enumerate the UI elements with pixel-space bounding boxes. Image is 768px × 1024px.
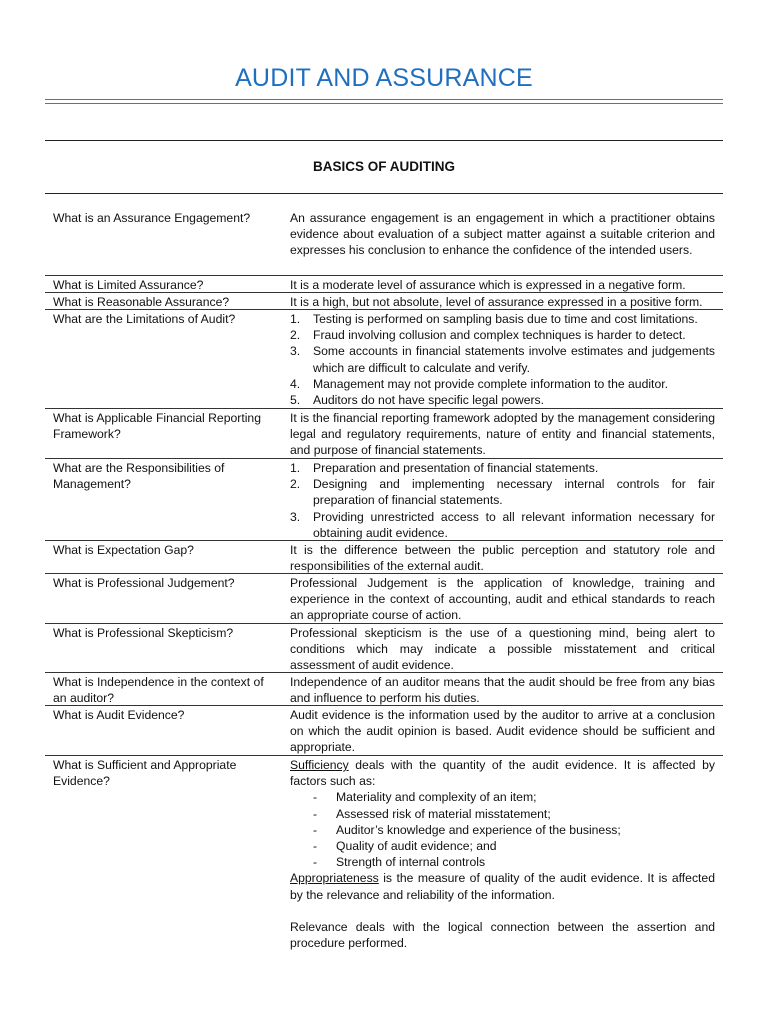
list-item: 1. Testing is performed on sampling basis due to time and cost limitations. xyxy=(290,312,698,326)
question: What is Expectation Gap? xyxy=(53,543,194,557)
page-title: AUDIT AND ASSURANCE xyxy=(235,64,533,92)
qa-row-audit-evidence xyxy=(45,705,723,756)
qa-row-responsibilities-of-management xyxy=(45,458,723,541)
qa-row-assurance-engagement xyxy=(45,209,723,275)
question: What are the Limitations of Audit? xyxy=(53,312,236,326)
qa-row-financial-reporting-framework xyxy=(45,408,723,459)
relevance-paragraph: Relevance deals with the logical connection between the assertion and procedure performed. xyxy=(290,919,715,951)
list-item: 2. Designing and implementing necessary internal controls for fair preparation of financial statements. xyxy=(290,477,715,508)
question: What is Independence in the context of an auditor? xyxy=(53,675,264,706)
question: What is Limited Assurance? xyxy=(53,278,204,292)
answer xyxy=(290,757,715,951)
answer: An assurance engagement is an engagement in which a practitioner obtains evidence about evaluation of a subject matter against a suitable criterion and expresses his conclusion to enhance the confidence of the intended users. xyxy=(290,211,715,258)
question: What is Professional Skepticism? xyxy=(53,626,234,640)
list-item: - Assessed risk of material misstatement; xyxy=(313,806,551,821)
appropriateness-term: Appropriateness xyxy=(290,871,379,886)
title-underline xyxy=(45,99,723,100)
sufficiency-paragraph: Sufficiency deals with the quantity of the audit evidence. It is affected by factors such as: xyxy=(290,758,715,789)
appropriateness-paragraph: Appropriateness is the measure of quality of the audit evidence. It is affected by the relevance and reliability of the information. xyxy=(290,871,715,902)
answer: It is the financial reporting framework adopted by the management considering legal and regulatory requirements, nature of entity and financial statements, and purpose of financial statements. xyxy=(290,411,715,458)
question: What is an Assurance Engagement? xyxy=(53,211,251,225)
question: What are the Responsibilities of Management? xyxy=(53,461,225,492)
title-underline-double xyxy=(45,103,723,104)
question: What is Sufficient and Appropriate Evidence? xyxy=(53,758,237,789)
section-bottom-rule xyxy=(45,193,723,194)
list-item: - Auditor’s knowledge and experience of the business; xyxy=(313,822,621,837)
answer-list xyxy=(290,311,715,408)
qa-row-professional-skepticism xyxy=(45,623,723,673)
sufficiency-term: Sufficiency xyxy=(290,758,349,772)
qa-row-reasonable-assurance xyxy=(45,292,723,310)
answer: It is a moderate level of assurance which is expressed in a negative form. xyxy=(290,278,686,292)
question: What is Audit Evidence? xyxy=(53,708,185,722)
list-item: 3. Providing unrestricted access to all relevant information necessary for obtaining audit evidence. xyxy=(290,509,715,540)
section-top-rule xyxy=(45,140,723,141)
answer-list xyxy=(290,460,715,541)
list-item: - Materiality and complexity of an item; xyxy=(313,790,537,805)
list-item: - Strength of internal controls xyxy=(313,855,486,870)
section-title: BASICS OF AUDITING xyxy=(312,159,455,174)
question: What is Professional Judgement? xyxy=(53,576,235,590)
list-item: - Quality of audit evidence; and xyxy=(313,839,497,854)
answer: Independence of an auditor means that the audit should be free from any bias and influence to perform his duties. xyxy=(290,675,715,706)
qa-row-limitations-of-audit xyxy=(45,309,723,409)
list-item: 5. Auditors do not have specific legal powers. xyxy=(290,393,545,408)
list-item: 3. Some accounts in financial statements involve estimates and judgements which are difficult to calculate and verify. xyxy=(290,344,715,375)
list-item: 1. Preparation and presentation of financial statements. xyxy=(290,461,599,475)
qa-row-limited-assurance xyxy=(45,275,723,293)
qa-row-sufficient-appropriate-evidence xyxy=(45,755,723,956)
qa-row-independence xyxy=(45,672,723,706)
qa-row-expectation-gap xyxy=(45,540,723,574)
answer: Professional skepticism is the use of a questioning mind, being alert to conditions which may indicate a possible misstatement and critical assessment of audit evidence. xyxy=(290,626,715,673)
answer: It is the difference between the public perception and statutory role and responsibilities of the external audit. xyxy=(290,543,715,574)
answer: Audit evidence is the information used by the auditor to arrive at a conclusion on which the audit opinion is based. Audit evidence should be sufficient and appropriate. xyxy=(290,708,715,755)
question: What is Applicable Financial Reporting Framework? xyxy=(53,411,261,442)
answer: Professional Judgement is the application of knowledge, training and experience in the context of accounting, audit and ethical standards to reach an appropriate course of action. xyxy=(290,576,715,623)
qa-row-professional-judgement xyxy=(45,573,723,624)
list-item: 4. Management may not provide complete information to the auditor. xyxy=(290,376,668,391)
list-item: 2. Fraud involving collusion and complex techniques is harder to detect. xyxy=(290,328,686,343)
answer: It is a high, but not absolute, level of assurance expressed in a positive form. xyxy=(290,295,703,309)
question: What is Reasonable Assurance? xyxy=(53,295,230,309)
